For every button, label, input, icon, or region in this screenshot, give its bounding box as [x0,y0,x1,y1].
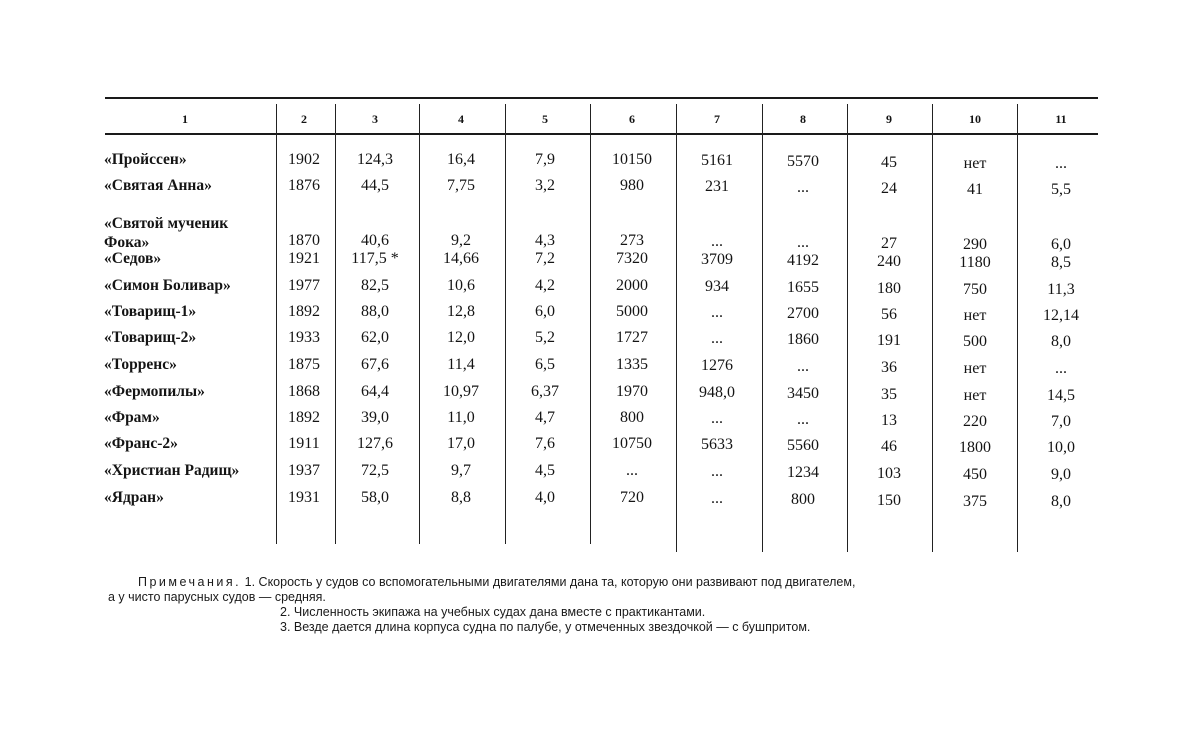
cell-sail-area: 5633 [701,436,733,453]
cell-length: 124,3 [357,151,393,168]
ship-name: «Франс-2» [104,435,178,452]
cell-width: 9,2 [451,232,471,249]
column-header: 4 [458,112,464,126]
table-notes [108,575,1108,635]
column-divider [1017,104,1018,552]
column-divider [335,104,336,544]
cell-length: 44,5 [361,177,389,194]
cell-crew: 180 [877,280,901,297]
cell-crew: 35 [881,386,897,403]
cell-sail-area: 948,0 [699,384,735,401]
column-divider [676,104,677,552]
cell-length: 39,0 [361,409,389,426]
column-divider [590,104,591,544]
column-header: 7 [714,112,720,126]
cell-n10: нет [963,307,987,324]
cell-speed: 11,3 [1047,281,1075,298]
cell-length: 64,4 [361,383,389,400]
cell-draft: 4,2 [535,277,555,294]
cell-crew: 27 [881,235,897,252]
ship-name: «Пройссен» [104,151,187,168]
column-header: 10 [969,112,981,126]
cell-crew: 150 [877,492,901,509]
cell-crew: 36 [881,359,897,376]
ship-name: «Товарищ-2» [104,329,197,346]
cell-speed: 14,5 [1047,387,1075,404]
cell-n10: 290 [963,236,987,253]
cell-n10: 1180 [959,254,991,271]
cell-width: 11,4 [447,356,475,373]
cell-displacement: 2000 [616,277,648,294]
column-header: 2 [301,112,307,126]
cell-power: 4192 [787,252,819,269]
cell-n10: нет [963,387,987,404]
cell-width: 10,6 [447,277,475,294]
cell-crew: 103 [877,465,901,482]
cell-draft: 3,2 [535,177,555,194]
cell-speed: 12,14 [1043,307,1079,324]
note-line-1 [108,575,1108,590]
cell-sail-area: ... [711,463,723,480]
cell-year: 1876 [288,177,320,194]
column-divider [932,104,933,552]
ship-name: «Святой мученик Фока» [104,215,229,251]
cell-width: 12,0 [447,329,475,346]
ship-name: «Святая Анна» [104,177,212,194]
cell-power: 5570 [787,153,819,170]
column-divider [276,104,277,544]
cell-year: 1931 [288,489,320,506]
cell-displacement: 273 [620,232,644,249]
cell-draft: 4,7 [535,409,555,426]
cell-year: 1870 [288,232,320,249]
cell-n10: 375 [963,493,987,510]
cell-year: 1875 [288,356,320,373]
note-3: 3. Везде дается длина корпуса судна по палубе, у отмеченных звездочкой — с бушпритом. [280,620,811,634]
ship-name: «Ядран» [104,489,164,506]
column-divider [762,104,763,552]
ship-name: «Торренс» [104,356,177,373]
cell-length: 67,6 [361,356,389,373]
cell-year: 1892 [288,409,320,426]
cell-year: 1937 [288,462,320,479]
cell-power: 5560 [787,437,819,454]
cell-displacement: ... [626,462,638,479]
cell-n10: 1800 [959,439,991,456]
table-header-rule [105,133,1098,135]
cell-power: 800 [791,491,815,508]
cell-speed: 8,5 [1051,254,1071,271]
column-header: 8 [800,112,806,126]
column-header: 3 [372,112,378,126]
cell-draft: 6,5 [535,356,555,373]
column-header: 11 [1055,112,1067,126]
cell-year: 1977 [288,277,320,294]
cell-crew: 24 [881,180,897,197]
cell-power: 1860 [787,331,819,348]
cell-sail-area: ... [711,490,723,507]
cell-n10: 41 [967,181,983,198]
cell-draft: 7,2 [535,250,555,267]
cell-displacement: 5000 [616,303,648,320]
cell-displacement: 720 [620,489,644,506]
cell-sail-area: 1276 [701,357,733,374]
cell-length: 127,6 [357,435,393,452]
cell-width: 14,66 [443,250,479,267]
cell-speed: 10,0 [1047,439,1075,456]
ship-name: «Христиан Радищ» [104,462,240,479]
cell-width: 16,4 [447,151,475,168]
ship-name: «Симон Боливар» [104,277,231,294]
column-divider [847,104,848,552]
cell-n10: 450 [963,466,987,483]
cell-power: 2700 [787,305,819,322]
cell-speed: 6,0 [1051,236,1071,253]
cell-power: ... [797,358,809,375]
cell-length: 82,5 [361,277,389,294]
cell-draft: 4,0 [535,489,555,506]
cell-n10: 750 [963,281,987,298]
cell-crew: 46 [881,438,897,455]
cell-sail-area: ... [711,330,723,347]
cell-sail-area: ... [711,304,723,321]
cell-length: 40,6 [361,232,389,249]
notes-label: Примечания. [138,575,242,589]
cell-power: 1655 [787,279,819,296]
column-divider [505,104,506,544]
column-header: 9 [886,112,892,126]
note-2: 2. Численность экипажа на учебных судах дана вместе с практикантами. [280,605,706,619]
column-divider [419,104,420,544]
cell-speed: 7,0 [1051,413,1071,430]
cell-displacement: 1727 [616,329,648,346]
cell-speed: 9,0 [1051,466,1071,483]
cell-year: 1892 [288,303,320,320]
note-1-text: 1. Скорость у судов со вспомогательными двигателями дана та, которую они развивают под двигателем, [244,575,856,589]
ship-name: «Седов» [104,250,162,267]
note-1-continuation: а у чисто парусных судов — средняя. [108,590,326,604]
column-header: 5 [542,112,548,126]
cell-length: 88,0 [361,303,389,320]
cell-width: 11,0 [447,409,475,426]
cell-displacement: 980 [620,177,644,194]
cell-displacement: 800 [620,409,644,426]
cell-speed: 5,5 [1051,181,1071,198]
cell-width: 7,75 [447,177,475,194]
cell-year: 1911 [288,435,320,452]
cell-n10: нет [963,360,987,377]
cell-year: 1902 [288,151,320,168]
cell-year: 1933 [288,329,320,346]
cell-draft: 6,0 [535,303,555,320]
cell-crew: 240 [877,253,901,270]
table-top-rule [105,97,1098,99]
cell-draft: 5,2 [535,329,555,346]
cell-speed: 8,0 [1051,333,1071,350]
cell-power: ... [797,234,809,251]
cell-power: ... [797,179,809,196]
cell-n10: 500 [963,333,987,350]
column-header: 6 [629,112,635,126]
cell-year: 1868 [288,383,320,400]
cell-power: 1234 [787,464,819,481]
cell-crew: 191 [877,332,901,349]
cell-sail-area: 3709 [701,251,733,268]
cell-displacement: 7320 [616,250,648,267]
ship-name: «Фермопилы» [104,383,205,400]
cell-n10: 220 [963,413,987,430]
cell-sail-area: 5161 [701,152,733,169]
cell-displacement: 10750 [612,435,652,452]
cell-draft: 7,9 [535,151,555,168]
cell-draft: 4,5 [535,462,555,479]
cell-displacement: 1970 [616,383,648,400]
cell-speed: ... [1055,155,1067,172]
cell-sail-area: ... [711,410,723,427]
cell-sail-area: 934 [705,278,729,295]
cell-width: 10,97 [443,383,479,400]
cell-speed: ... [1055,360,1067,377]
cell-crew: 13 [881,412,897,429]
cell-sail-area: ... [711,233,723,250]
column-header: 1 [182,112,188,126]
cell-sail-area: 231 [705,178,729,195]
cell-displacement: 1335 [616,356,648,373]
cell-draft: 6,37 [531,383,559,400]
cell-width: 17,0 [447,435,475,452]
cell-width: 9,7 [451,462,471,479]
cell-length: 72,5 [361,462,389,479]
cell-power: 3450 [787,385,819,402]
cell-n10: нет [963,155,987,172]
cell-width: 12,8 [447,303,475,320]
cell-crew: 56 [881,306,897,323]
cell-length: 62,0 [361,329,389,346]
cell-crew: 45 [881,154,897,171]
cell-draft: 7,6 [535,435,555,452]
cell-draft: 4,3 [535,232,555,249]
cell-power: ... [797,411,809,428]
cell-width: 8,8 [451,489,471,506]
cell-length: 117,5 * [351,250,399,267]
cell-displacement: 10150 [612,151,652,168]
ship-name: «Фрам» [104,409,160,426]
cell-speed: 8,0 [1051,493,1071,510]
cell-length: 58,0 [361,489,389,506]
ship-name: «Товарищ-1» [104,303,197,320]
cell-year: 1921 [288,250,320,267]
